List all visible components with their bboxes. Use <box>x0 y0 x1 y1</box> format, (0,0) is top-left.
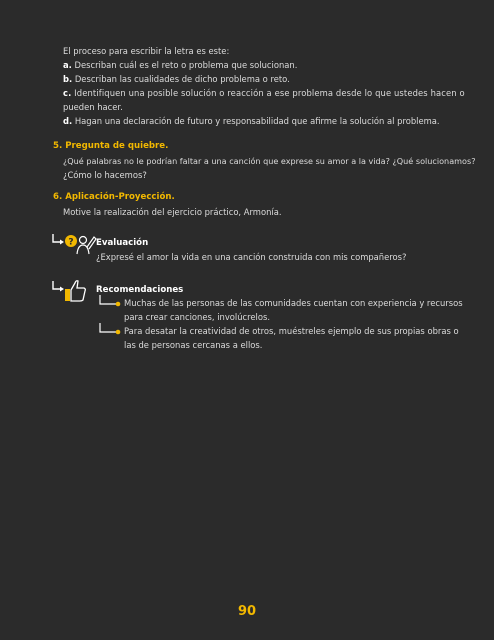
thumbs-up-icon <box>50 279 96 305</box>
step-c-text: Identifiquen una posible solución o reacción a ese problema desde lo que ustedes hacen o <box>71 88 465 98</box>
step-b-text: Describan las cualidades de dicho problema o reto. <box>72 74 290 84</box>
evaluation-title: Evaluación <box>96 238 149 248</box>
section-5-heading: 5. Pregunta de quiebre. <box>53 141 169 151</box>
step-a <box>63 59 297 73</box>
pencil <box>87 237 96 249</box>
recommendations-title: Recomendaciones <box>96 285 184 295</box>
bullet-arrow-icon <box>97 294 123 308</box>
step-d <box>63 115 440 129</box>
connector-line <box>53 234 60 242</box>
bullet-line <box>100 295 117 304</box>
section-5-question: ¿Qué palabras no le podrían faltar a una canción que exprese su amor a la vida? ¿Qué solucionamos? <box>63 156 476 166</box>
person-head <box>80 237 87 244</box>
connector-line <box>53 281 60 289</box>
connector-arrow <box>60 287 64 292</box>
step-d-label: d. <box>63 116 73 126</box>
step-c-continued: pueden hacer. <box>63 102 123 112</box>
bullet-line <box>100 323 117 332</box>
step-c-label: c. <box>63 88 72 98</box>
recommendation-2-continued: las de personas cercanas a ellos. <box>124 340 263 350</box>
section-6-text: Motive la realización del ejercicio práctico, Armonía. <box>63 207 282 217</box>
step-a-text: Describan cuál es el reto o problema que solucionan. <box>71 60 298 70</box>
step-c <box>63 87 465 101</box>
thumb-cuff <box>65 289 70 301</box>
recommendation-1-continued: para crear canciones, involúcrelos. <box>124 312 271 322</box>
intro-line: El proceso para escribir la letra es este: <box>63 46 230 56</box>
step-a-label: a. <box>63 60 72 70</box>
recommendation-2: Para desatar la creatividad de otros, muéstreles ejemplo de sus propias obras o <box>124 326 459 336</box>
thumb-hand <box>71 281 85 301</box>
section-5-question-continued: ¿Cómo lo hacemos? <box>63 170 147 180</box>
bullet-dot <box>116 330 121 335</box>
step-b-label: b. <box>63 74 73 84</box>
step-b <box>63 73 290 87</box>
evaluation-text: ¿Expresé el amor la vida en una canción construida con mis compañeros? <box>96 252 407 262</box>
step-d-text: Hagan una declaración de futuro y responsabilidad que afirme la solución al problema. <box>72 116 440 126</box>
bullet-arrow-icon <box>97 322 123 336</box>
question-mark: ? <box>68 237 74 248</box>
page-number: 90 <box>237 604 257 619</box>
connector-arrow <box>60 240 64 245</box>
section-6-heading: 6. Aplicación-Proyección. <box>53 192 175 202</box>
recommendation-1: Muchas de las personas de las comunidades cuentan con experiencia y recursos <box>124 298 463 308</box>
bullet-dot <box>116 302 121 307</box>
